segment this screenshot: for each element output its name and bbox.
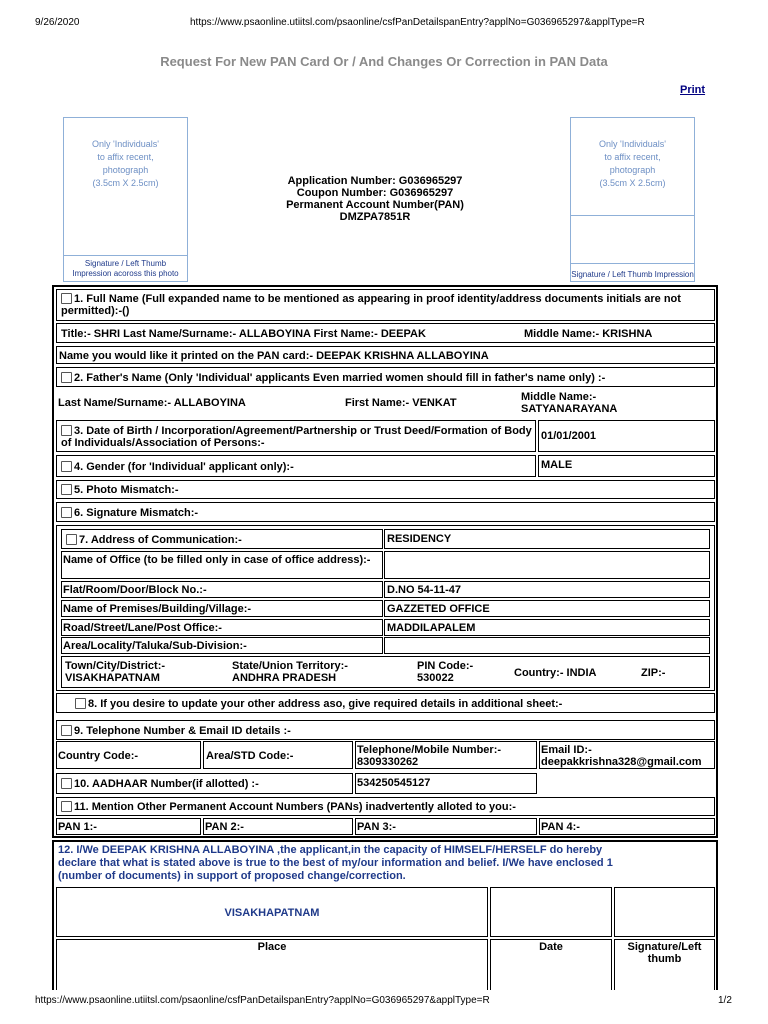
divider — [571, 263, 694, 264]
signature-value-cell — [614, 887, 715, 937]
country-code-label: Country Code:- — [58, 750, 139, 762]
aadhaar-checkbox[interactable] — [61, 778, 72, 789]
divider — [64, 255, 187, 256]
photo-mismatch-checkbox[interactable] — [61, 484, 72, 495]
signature-label-cell — [614, 939, 715, 990]
pin-label: PIN Code:- — [417, 660, 474, 672]
printed-name: Name you would like it printed on the PAN card:- DEEPAK KRISHNA ALLABOYINA — [59, 350, 489, 362]
flat-value: D.NO 54-11-47 — [387, 584, 461, 596]
application-number: Application Number: G036965297 — [287, 175, 463, 187]
print-date: 9/26/2020 — [35, 17, 80, 28]
aadhaar-value: 534250545127 — [357, 777, 431, 789]
aadhaar-heading — [61, 778, 259, 790]
full-name-label: 1. Full Name (Full expanded name to be mentioned as appearing in proof identity/address documents initials are not permitted):-() — [61, 293, 681, 317]
photo-mismatch-heading — [61, 484, 179, 496]
office-name-cell — [61, 551, 383, 579]
town-value: VISAKHAPATNAM — [65, 672, 160, 684]
pan-label: Permanent Account Number(PAN) — [286, 199, 464, 211]
father-name-label: 2. Father's Name (Only 'Individual' applicants Even married women should fill in father's name only) :- — [74, 372, 606, 384]
father-middle-value: SATYANARAYANA — [521, 403, 618, 415]
photo-text-line: to affix recent, — [604, 152, 661, 162]
section-other-address — [56, 693, 715, 713]
photo-text-line: Only 'Individuals' — [599, 139, 666, 149]
father-last-name: Last Name/Surname:- ALLABOYINA — [58, 397, 246, 409]
pan2-cell — [203, 818, 353, 835]
area-value-cell — [384, 637, 710, 654]
other-pans-heading — [61, 801, 516, 813]
pan3-label: PAN 3:- — [357, 821, 396, 833]
declaration-text: 12. I/We DEEPAK KRISHNA ALLABOYINA ,the applicant,in the capacity of HIMSELF/HERSELF do hereby declare that what is stated above is true to the best of my/our information and belief. I/We have enclosed 1 (number of documents) in support of proposed change/correction. — [58, 844, 613, 882]
std-code-cell — [203, 741, 353, 769]
photo-text-line: photograph — [609, 165, 656, 175]
town-state-pin-row — [61, 656, 710, 688]
page-number: 1/2 — [718, 995, 732, 1006]
father-middle-label: Middle Name:- — [521, 391, 597, 403]
premises-value: GAZZETED OFFICE — [387, 603, 490, 615]
section-gender — [56, 455, 536, 477]
state-label: State/Union Territory:- — [232, 660, 348, 672]
photo-text-line: Only 'Individuals' — [92, 139, 159, 149]
section-photo-mismatch — [56, 480, 715, 499]
page-title: Request For New PAN Card Or / And Changes Or Correction in PAN Data — [160, 54, 608, 69]
std-code-label: Area/STD Code:- — [206, 750, 294, 762]
flat-label: Flat/Room/Door/Block No.:- — [63, 584, 207, 596]
area-cell — [61, 637, 383, 654]
photo-box-left — [63, 117, 188, 282]
page-url: https://www.psaonline.utiitsl.com/psaonline/csfPanDetailspanEntry?applNo=G036965297&applType=R — [190, 17, 645, 28]
father-name-heading — [61, 372, 605, 384]
place-label: Place — [257, 941, 287, 953]
photo-instructions-left — [64, 138, 187, 190]
address-checkbox[interactable] — [66, 534, 77, 545]
flat-value-cell — [384, 581, 710, 598]
email-label: Email ID:- — [541, 744, 592, 756]
signature-label: Signature/Left thumb — [627, 941, 702, 965]
dob-checkbox[interactable] — [61, 425, 72, 436]
pan3-cell — [355, 818, 537, 835]
address-heading — [66, 534, 242, 546]
divider — [571, 215, 694, 216]
address-heading-cell — [61, 529, 383, 549]
telephone-email-checkbox[interactable] — [61, 725, 72, 736]
road-cell — [61, 619, 383, 636]
place-label-cell — [56, 939, 488, 990]
other-pans-checkbox[interactable] — [61, 801, 72, 812]
section-dob — [56, 420, 536, 452]
section-telephone-email — [56, 720, 715, 740]
email-cell — [539, 741, 715, 769]
office-name-value-cell — [384, 551, 710, 579]
flat-cell — [61, 581, 383, 598]
printed-name-row — [56, 346, 715, 364]
middle-name: Middle Name:- KRISHNA — [524, 328, 653, 340]
section-other-pans — [56, 797, 715, 816]
other-address-checkbox[interactable] — [75, 698, 86, 709]
country-code-cell — [56, 741, 201, 769]
footer-url: https://www.psaonline.utiitsl.com/psaonline/csfPanDetailspanEntry?applNo=G036965297&applType=R — [35, 995, 490, 1006]
signature-label-right: Signature / Left Thumb Impression — [571, 270, 694, 279]
full-name-checkbox[interactable] — [61, 293, 72, 304]
address-type-cell — [384, 529, 710, 549]
other-pans-label: 11. Mention Other Permanent Account Numbers (PANs) inadvertently alloted to you:- — [74, 801, 516, 813]
premises-cell — [61, 600, 383, 617]
address-label: 7. Address of Communication:- — [79, 534, 242, 546]
photo-box-right — [570, 117, 695, 282]
premises-value-cell — [384, 600, 710, 617]
aadhaar-value-cell — [355, 773, 537, 794]
pan4-cell — [539, 818, 715, 835]
father-name-checkbox[interactable] — [61, 372, 72, 383]
photo-text-line: photograph — [102, 165, 149, 175]
title-surname-firstname: Title:- SHRI Last Name/Surname:- ALLABOYINA First Name:- DEEPAK — [61, 328, 426, 340]
place-value-cell — [56, 887, 488, 937]
section-aadhaar — [56, 773, 353, 794]
pan-value: DMZPA7851R — [339, 211, 411, 223]
premises-label: Name of Premises/Building/Village:- — [63, 603, 252, 615]
date-label: Date — [539, 941, 563, 953]
dob-label: 3. Date of Birth / Incorporation/Agreement/Partnership or Trust Deed/Formation of Body of Individuals/Association of Persons:- — [61, 425, 532, 449]
section-signature-mismatch — [56, 502, 715, 522]
name-row — [56, 323, 715, 343]
telephone-email-heading — [61, 725, 291, 737]
zip: ZIP:- — [641, 667, 666, 679]
mobile-label: Telephone/Mobile Number:- — [357, 744, 502, 756]
pan4-label: PAN 4:- — [541, 821, 580, 833]
signature-mismatch-heading — [61, 507, 198, 519]
photo-text-line: (3.5cm X 2.5cm) — [599, 178, 666, 188]
section-full-name — [56, 289, 715, 321]
signature-label-left — [64, 259, 187, 279]
town-label: Town/City/District:- — [65, 660, 166, 672]
gender-value-cell — [538, 455, 715, 477]
signature-text-line: Impression acoross this photo — [72, 269, 179, 278]
place-value: VISAKHAPATNAM — [224, 907, 320, 919]
father-first-name: First Name:- VENKAT — [345, 397, 457, 409]
address-type-value: RESIDENCY — [387, 533, 452, 545]
dob-heading — [61, 425, 533, 449]
pan1-cell — [56, 818, 201, 835]
gender-heading — [61, 461, 294, 473]
area-label: Area/Locality/Taluka/Sub-Division:- — [63, 640, 247, 652]
gender-label: 4. Gender (for 'Individual' applicant only):- — [74, 461, 294, 473]
state-value: ANDHRA PRADESH — [232, 672, 337, 684]
pan2-label: PAN 2:- — [205, 821, 244, 833]
pan1-label: PAN 1:- — [58, 821, 97, 833]
pin-value: 530022 — [417, 672, 454, 684]
office-name-label: Name of Office (to be filled only in case of office address):- — [63, 554, 371, 566]
mobile-cell — [355, 741, 537, 769]
aadhaar-label: 10. AADHAAR Number(if allotted) :- — [74, 778, 259, 790]
signature-text-line: Signature / Left Thumb — [84, 259, 167, 268]
full-name-heading — [61, 293, 711, 317]
photo-text-line: (3.5cm X 2.5cm) — [92, 178, 159, 188]
gender-value: MALE — [541, 459, 573, 471]
print-link[interactable]: Print — [680, 84, 706, 96]
road-value-cell — [384, 619, 710, 636]
other-address-label: 8. If you desire to update your other address aso, give required details in additional sheet:- — [88, 698, 563, 710]
road-value: MADDILAPALEM — [387, 622, 476, 634]
application-info — [255, 175, 495, 223]
signature-mismatch-checkbox[interactable] — [61, 507, 72, 518]
date-label-cell — [490, 939, 612, 990]
section-father-name — [56, 367, 715, 387]
telephone-email-label: 9. Telephone Number & Email ID details :- — [74, 725, 291, 737]
signature-mismatch-label: 6. Signature Mismatch:- — [74, 507, 199, 519]
dob-value-cell — [538, 420, 715, 452]
gender-checkbox[interactable] — [61, 461, 72, 472]
road-label: Road/Street/Lane/Post Office:- — [63, 622, 222, 634]
other-address-heading — [75, 698, 562, 710]
country: Country:- INDIA — [514, 667, 597, 679]
dob-value: 01/01/2001 — [541, 430, 597, 442]
coupon-number: Coupon Number: G036965297 — [296, 187, 454, 199]
photo-instructions-right — [571, 138, 694, 190]
mobile-value: 8309330262 — [357, 756, 419, 768]
photo-mismatch-label: 5. Photo Mismatch:- — [74, 484, 179, 496]
email-value: deepakkrishna328@gmail.com — [541, 756, 702, 768]
date-value-cell — [490, 887, 612, 937]
photo-text-line: to affix recent, — [97, 152, 154, 162]
